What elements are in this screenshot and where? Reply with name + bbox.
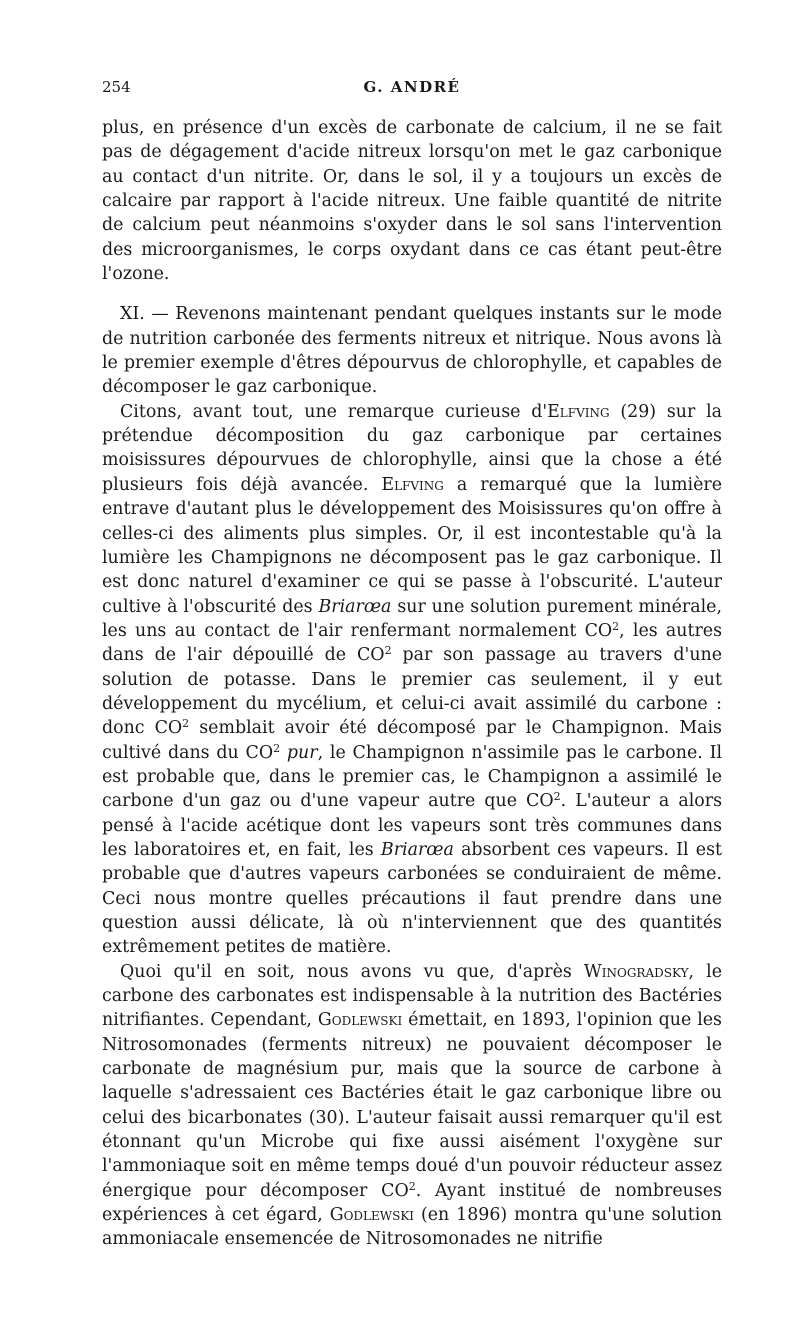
page-number: 254 — [102, 78, 131, 96]
running-head — [102, 78, 722, 100]
author-name: Elfving — [547, 401, 610, 422]
paragraph-elfving: Citons, avant tout, une remarque curieuse d'Elfving (29) sur la prétendue décomposition du gaz carbonique par certaines moisissures dépourvues de chlorophylle, ainsi que la chose a été plusieurs fois déjà avancée. Elfving a remarqué que la lumière entrave d'autant plus le développement des Moisissures qu'on offre à celles-ci des aliments plus simples. Or, il est incontestable qu'à la lumière les Champignons ne décomposent pas le gaz carbonique. Il est donc naturel d'examiner ce qui se passe à l'obscurité. L'auteur cultive à l'obscurité des Briarœa sur une solution purement minérale, les uns au contact de l'air renfermant normalement $CO^2$, les autres dans de l'air dépouillé de $CO^2$ par son passage au travers d'une solution de potasse. Dans le premier cas seulement, il y eut développement du mycélium, et celui-ci avait assimilé du carbone : donc $CO^2$ semblait avoir été décomposé par le Champignon. Mais cultivé dans du $CO^2$ pur, le Champignon n'assimile pas le carbone. Il est probable que, dans le premier cas, le Champignon a assimilé le carbone d'un gaz ou d'une vapeur autre que $CO^2$. L'auteur a alors pensé à l'acide acétique dont les vapeurs sont très communes dans les laboratoires et, en fait, les Briarœa absorbent ces vapeurs. Il est probable que d'autres vapeurs carbonées se conduiraient de même. Ceci nous montre quelles précautions il faut prendre dans une question aussi délicate, là où n'interviennent que des quantités extrêmement petites de matière. — [102, 401, 723, 958]
author-name: Godlewski — [317, 1010, 403, 1031]
page — [102, 78, 722, 1252]
paragraph-1: plus, en présence d'un excès de carbonate de calcium, il ne se fait pas de dégagement d'acide nitreux lorsqu'on met le gaz carbonique au contact d'un nitrite. Or, dans le sol, il y a toujours un excès de calcaire par rapport à l'acide nitreux. Une faible quantité de nitrite de calcium peut néanmoins s'oxyder dans le sol sans l'intervention des microorganismes, le corps oxydant dans ce cas étant peut-être l'ozone. — [102, 118, 722, 285]
body-text — [102, 116, 722, 1252]
genus-name: Briarœa — [318, 596, 392, 617]
author-name: Winogradsky — [583, 961, 689, 982]
paragraph-winogradsky: Quoi qu'il en soit, nous avons vu que, d'après Winogradsky, le carbone des carbonates est indispensable à la nutrition des Bactéries nitrifiantes. Cependant, Godlewski émettait, en 1893, l'opinion que les Nitrosomonades (ferments nitreux) ne pouvaient décomposer le carbonate de magnésium pur, mais que la source de carbone à laquelle s'adressaient ces Bactéries était le gaz carbonique libre ou celui des bicarbonates (30). L'auteur faisait aussi remarquer qu'il est étonnant qu'un Microbe qui fixe aussi aisément l'oxygène sur l'ammoniaque soit en même temps doué d'un pouvoir réducteur assez énergique pour décomposer $CO^2$. Ayant institué de nombreuses expériences à cet égard, Godlewski (en 1896) montra qu'une solution ammoniacale ensemencée de Nitrosomonades ne nitrifie — [102, 961, 723, 1250]
author-name: Elfving — [381, 474, 444, 495]
author-name: Godlewski — [329, 1205, 415, 1226]
running-head-author: G. ANDRÉ — [363, 78, 461, 96]
paragraph-section-xi: XI. — Revenons maintenant pendant quelques instants sur le mode de nutrition carbonée des ferments nitreux et nitrique. Nous avons là le premier exemple d'êtres dépourvus de chlorophylle, et capables de décomposer le gaz carbonique. — [102, 304, 722, 398]
genus-name: Briarœa — [380, 839, 454, 860]
